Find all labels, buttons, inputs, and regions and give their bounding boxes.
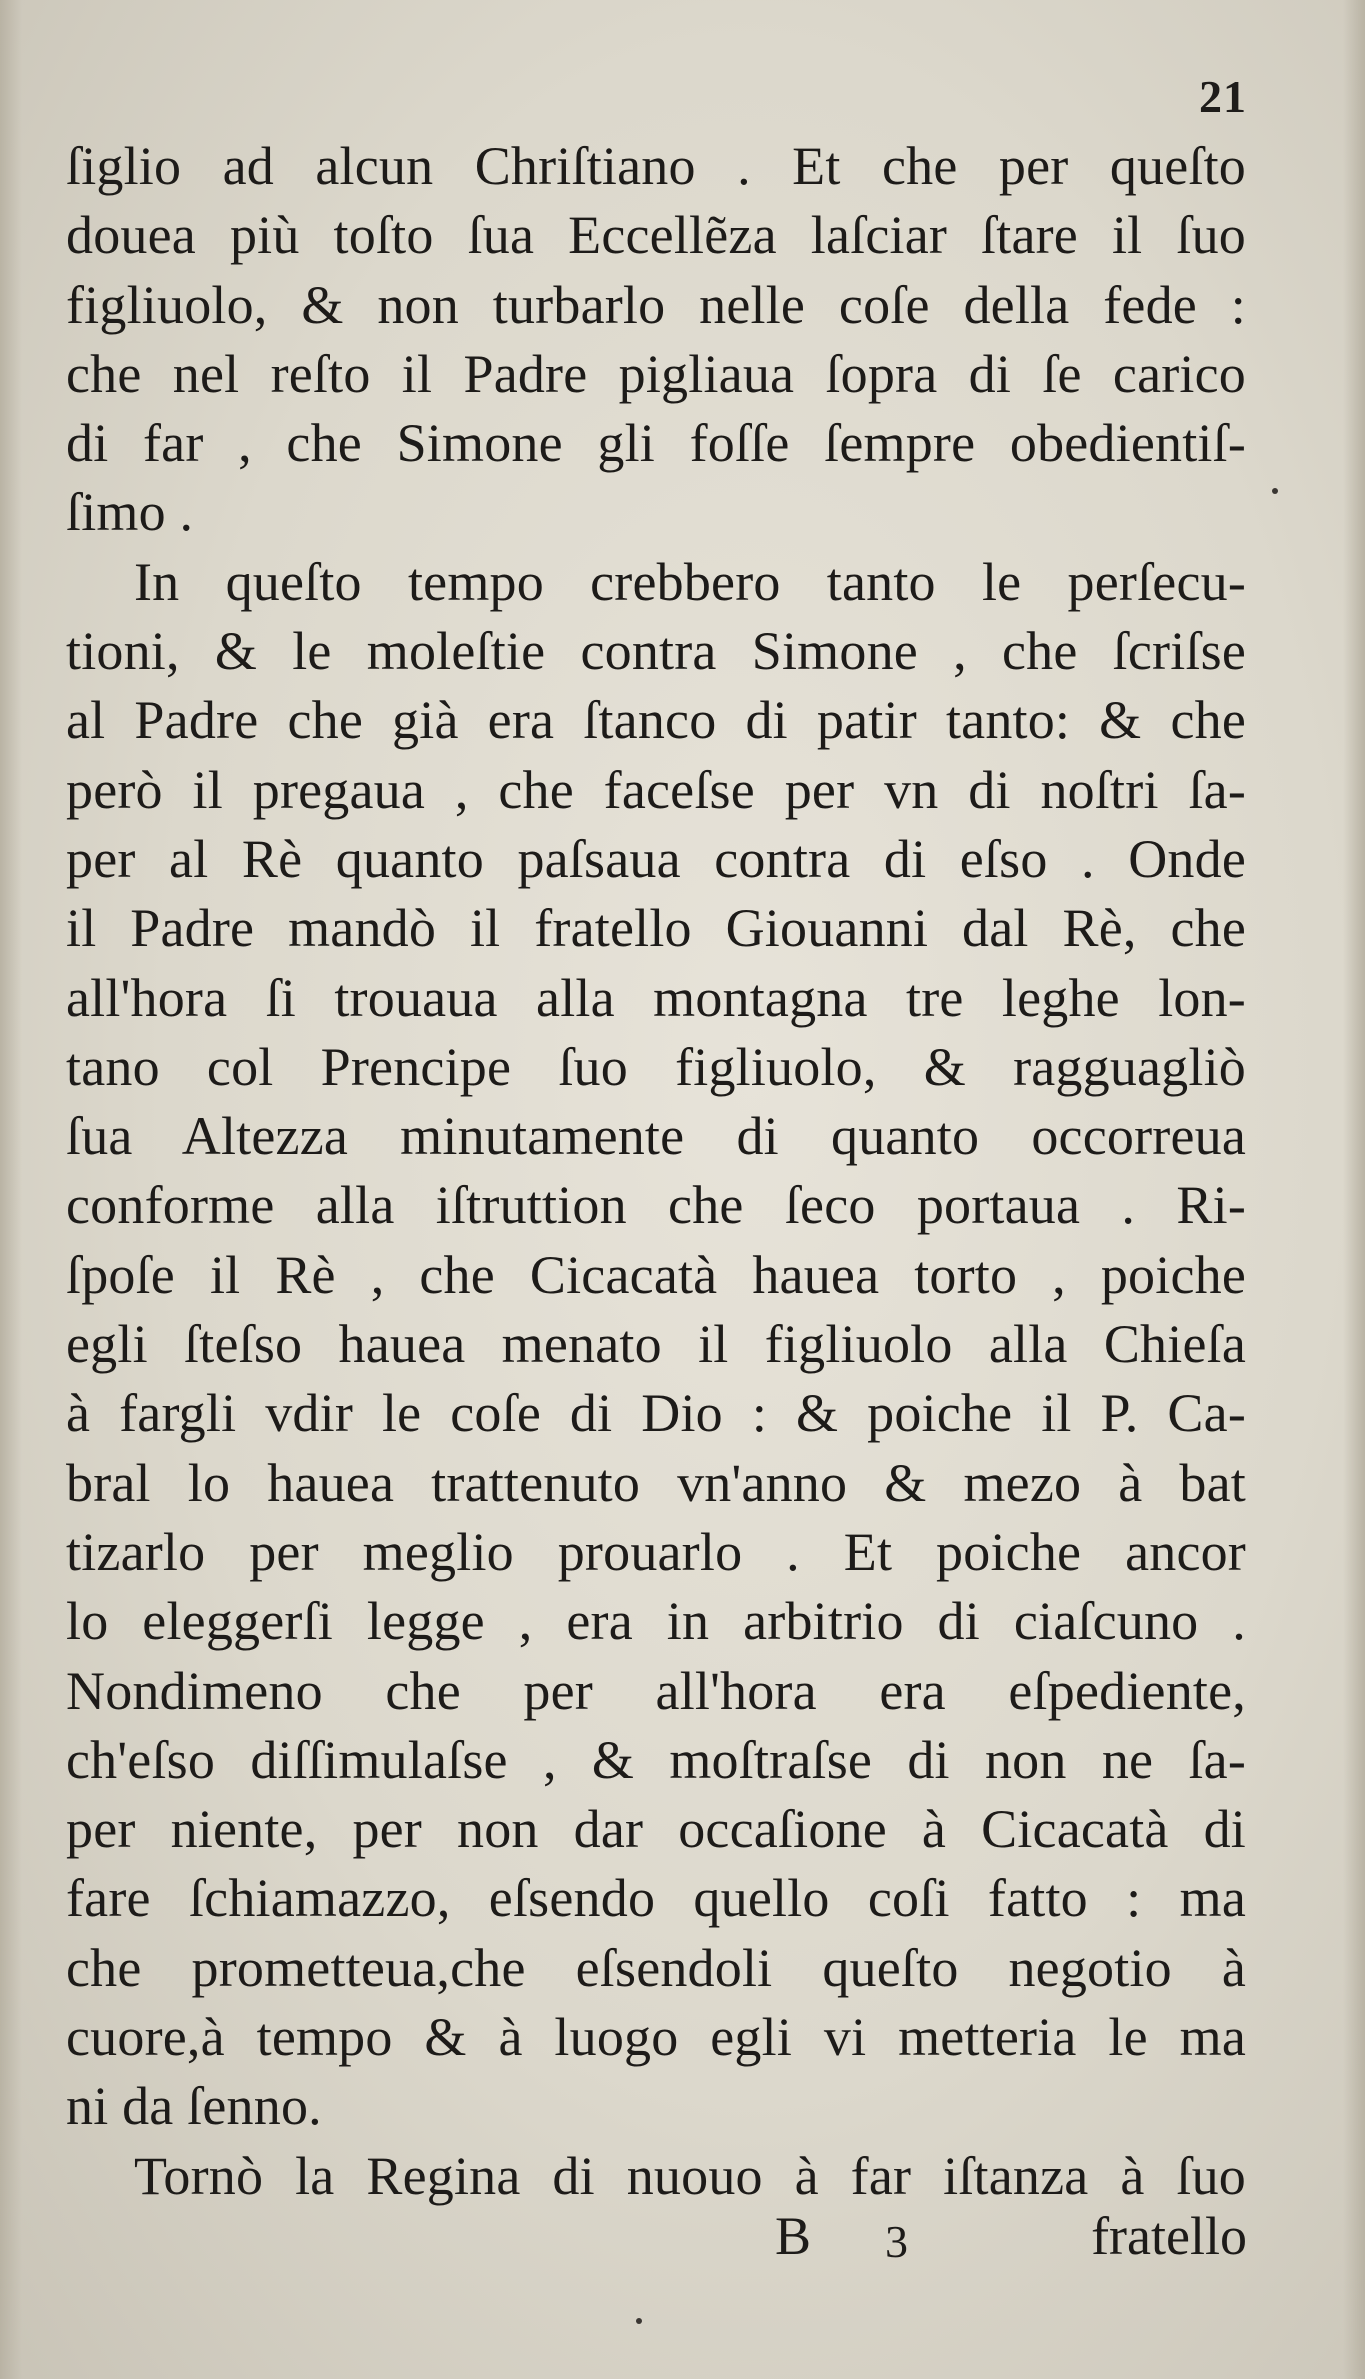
text-line: per al Rè quanto paſsaua contra di eſso . Onde: [66, 828, 1246, 889]
text-line: à fargli vdir le coſe di Dio : & poiche il P. Ca-: [66, 1383, 1246, 1444]
text-line: tioni, & le moleſtie contra Simone , che ſcriſse: [66, 621, 1246, 682]
text-line: ch'eſso diſſimulaſse , & moſtraſse di non ne ſa-: [66, 1729, 1246, 1790]
signature-number: 3: [885, 2216, 908, 2267]
page-number: 21: [1199, 71, 1247, 122]
page-left-shadow: [0, 0, 22, 2379]
text-line: Nondimeno che per all'hora era eſpediente,: [66, 1660, 1246, 1721]
paragraph-start: Tornò la Regina di nuouo à far iſtanza à ſuo: [134, 2145, 1246, 2206]
text-line: douea più toſto ſua Eccellẽza laſciar ſtare il ſuo: [66, 205, 1246, 266]
text-line: che nel reſto il Padre pigliaua ſopra di ſe carico: [66, 343, 1246, 404]
text-line: ſpoſe il Rè , che Cicacatà hauea torto , poiche: [66, 1244, 1246, 1305]
text-line: ſiglio ad alcun Chriſtiano . Et che per queſto: [66, 136, 1246, 196]
paragraph-start: In queſto tempo crebbero tanto le perſecu-: [134, 551, 1246, 612]
text-line: di far , che Simone gli foſſe ſempre obedientiſ-: [66, 413, 1246, 474]
text-line: bral lo hauea trattenuto vn'anno & mezo à bat: [66, 1452, 1246, 1513]
signature-mark: B: [775, 2206, 812, 2266]
text-line: ſimo .: [66, 482, 194, 543]
text-line: fare ſchiamazzo, eſsendo quello coſi fatto : ma: [66, 1868, 1246, 1929]
text-line: lo eleggerſi legge , era in arbitrio di ciaſcuno .: [66, 1591, 1246, 1652]
catchword: fratello: [1091, 2206, 1247, 2266]
ink-speck: [1272, 488, 1278, 494]
ink-speck: [636, 2318, 642, 2324]
page-footer: [0, 2205, 1365, 2277]
text-line: tizarlo per meglio prouarlo . Et poiche ancor: [66, 1521, 1246, 1582]
page-right-shadow: [1343, 0, 1365, 2379]
text-line: il Padre mandò il fratello Giouanni dal Rè, che: [66, 898, 1246, 959]
text-line: conforme alla iſtruttion che ſeco portaua . Ri-: [66, 1175, 1246, 1236]
text-line: per niente, per non dar occaſione à Cicacatà di: [66, 1799, 1246, 1860]
text-line: al Padre che già era ſtanco di patir tanto: & che: [66, 690, 1246, 751]
text-line: che prometteua,che eſsendoli queſto negotio à: [66, 1937, 1246, 1998]
text-line: cuore,à tempo & à luogo egli vi metteria le ma: [66, 2007, 1246, 2068]
text-line: ſua Altezza minutamente di quanto occorreua: [66, 1106, 1246, 1167]
text-line: ni da ſenno.: [66, 2076, 322, 2137]
body-text: [66, 132, 1246, 2211]
text-line: egli ſteſso hauea menato il figliuolo alla Chieſa: [66, 1314, 1246, 1375]
text-line: però il pregaua , che faceſse per vn di noſtri ſa-: [66, 759, 1246, 820]
text-line: figliuolo, & non turbarlo nelle coſe della fede :: [66, 274, 1246, 335]
text-line: tano col Prencipe ſuo figliuolo, & ragguagliò: [66, 1036, 1246, 1097]
text-line: all'hora ſi trouaua alla montagna tre leghe lon-: [66, 967, 1246, 1028]
